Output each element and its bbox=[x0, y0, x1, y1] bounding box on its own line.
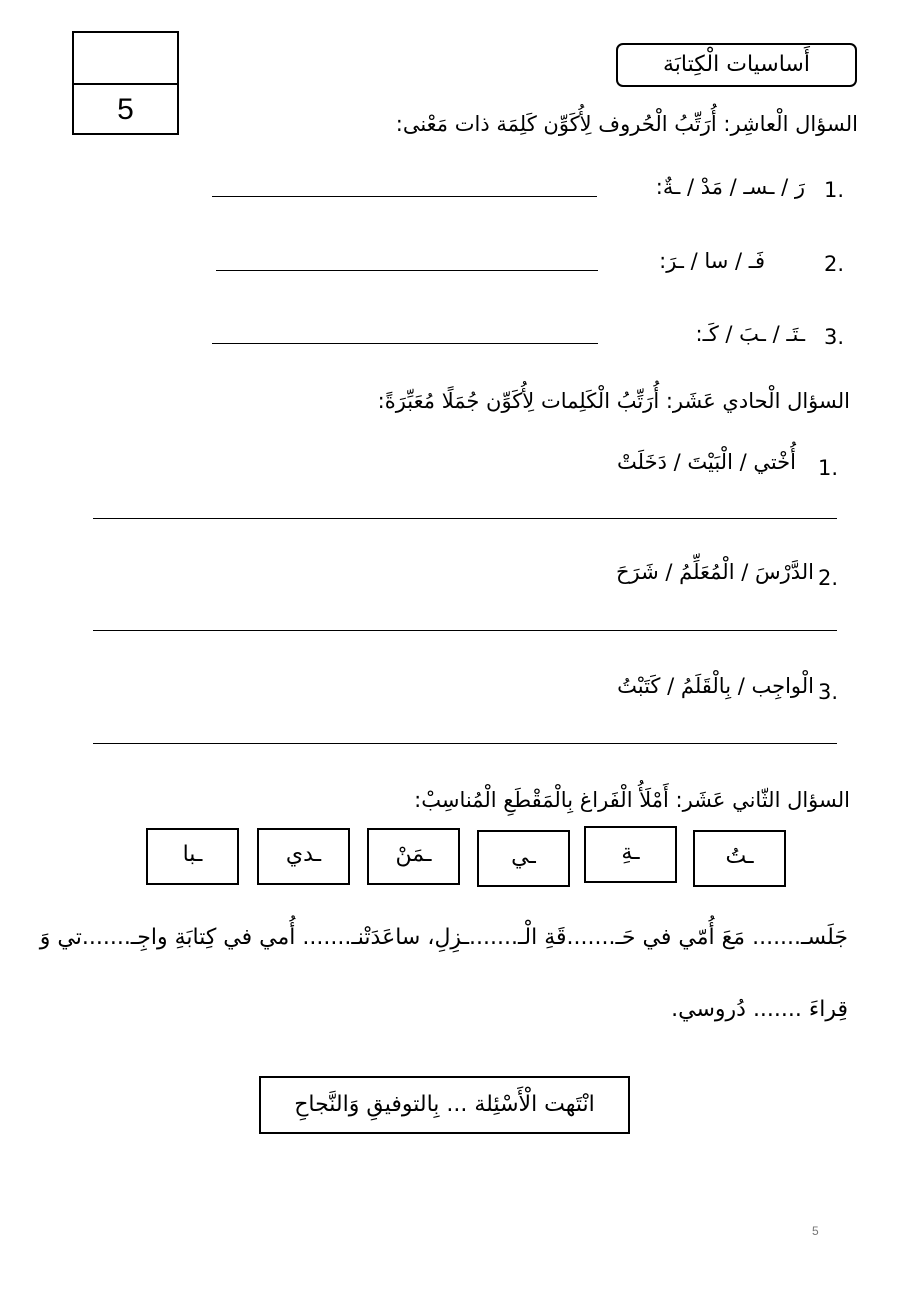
item-number: 3. bbox=[824, 325, 845, 349]
answer-line[interactable] bbox=[216, 270, 598, 271]
answer-line[interactable] bbox=[93, 630, 837, 631]
item-number: 1. bbox=[824, 178, 845, 202]
answer-line[interactable] bbox=[93, 518, 837, 519]
item-text: فَـ / سا / ـرَ: bbox=[659, 249, 765, 273]
question-12-heading: السؤال الثّاني عَشَر: أَمْلَأُ الْفَراغ بِالْمَقْطَعِ الْمُناسِبْ: bbox=[414, 788, 850, 812]
syllable-chip[interactable]: ـبا bbox=[146, 828, 239, 885]
item-text: الدَّرْسَ / الْمُعَلِّمُ / شَرَحَ bbox=[615, 560, 814, 584]
question-11-heading: السؤال الْحادي عَشَر: أُرَتِّبُ الْكَلِمات لِأُكَوِّن جُمَلًا مُعَبِّرَةً: bbox=[377, 389, 850, 413]
answer-line[interactable] bbox=[212, 196, 597, 197]
syllable-chip[interactable]: ـمَنْ bbox=[367, 828, 460, 885]
score-blank-cell bbox=[74, 33, 177, 85]
item-text: ـتَـ / ـبَ / كَـ: bbox=[695, 322, 805, 346]
item-number: 3. bbox=[818, 680, 839, 704]
syllable-chip[interactable]: ـتُ bbox=[693, 830, 786, 887]
syllable-chip[interactable]: ـدي bbox=[257, 828, 350, 885]
score-box bbox=[72, 31, 179, 135]
answer-line[interactable] bbox=[212, 343, 598, 344]
fill-blank-paragraph-line-1: جَلَسـ....... مَعَ أُمّي في حَـ.......قَةِ الْـ.......ـزِلِ، ساعَدَتْنـ....... أُمي في كِتابَةِ واجِـ.......تي وَ bbox=[39, 925, 848, 950]
score-value: 5 bbox=[117, 93, 134, 126]
item-number: 2. bbox=[818, 566, 839, 590]
answer-line[interactable] bbox=[93, 743, 837, 744]
closing-message: انْتَهت الْأَسْئِلة ... بِالتوفيقِ وَالنَّجاحِ bbox=[259, 1076, 630, 1134]
fill-blank-paragraph-line-2: قِراءَ ....... دُروسي. bbox=[671, 997, 848, 1022]
item-text: أُخْتي / الْبَيْتَ / دَخَلَتْ bbox=[617, 450, 796, 474]
question-10-heading: السؤال الْعاشِر: أُرَتِّبُ الْحُروف لِأُكَوِّن كَلِمَة ذات مَعْنى: bbox=[395, 112, 858, 136]
page-title: أَساسيات الْكِتابَة bbox=[616, 43, 857, 87]
page-number: 5 bbox=[812, 1224, 819, 1238]
item-number: 2. bbox=[824, 252, 845, 276]
item-text: رَ / ـسـ / مَدْ / ـةٌ: bbox=[655, 175, 805, 199]
syllable-chip[interactable]: ـةِ bbox=[584, 826, 677, 883]
item-text: الْواجِب / بِالْقَلَمُ / كَتَبْتُ bbox=[617, 674, 814, 698]
syllable-chip[interactable]: ـي bbox=[477, 830, 570, 887]
item-number: 1. bbox=[818, 456, 839, 480]
